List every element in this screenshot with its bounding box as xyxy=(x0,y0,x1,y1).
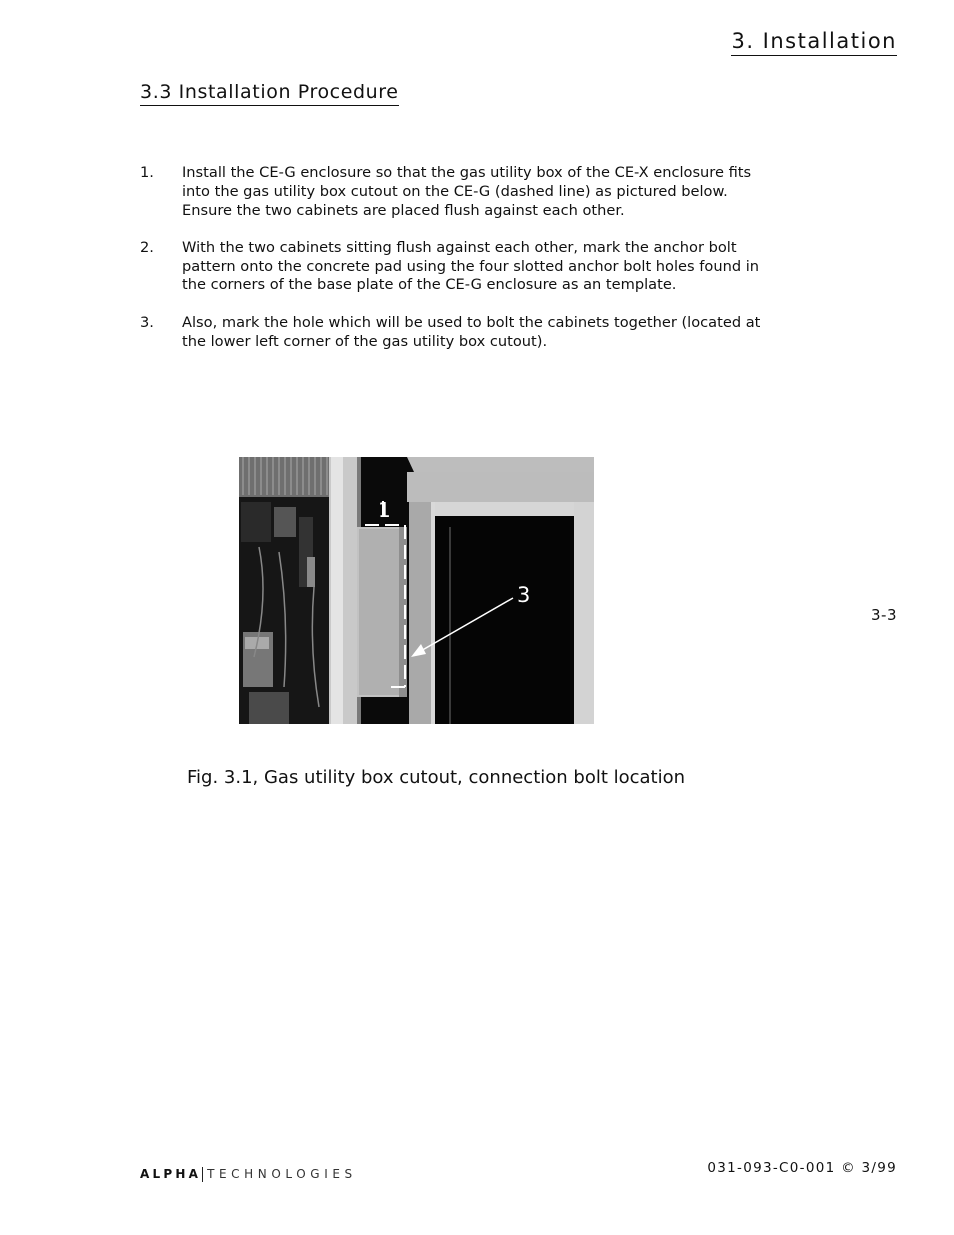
enclosure-photo xyxy=(239,457,594,724)
document-id: 031-093-C0-001 © 3/99 xyxy=(707,1160,897,1176)
step-number: 3. xyxy=(140,313,154,331)
logo-alpha: ALPHA xyxy=(140,1167,202,1181)
logo-technologies: TECHNOLOGIES xyxy=(207,1167,357,1181)
chapter-title: 3. Installation xyxy=(731,28,897,56)
callout-label-3: 3 xyxy=(517,583,531,607)
step-number: 2. xyxy=(140,238,154,256)
company-logo xyxy=(140,1166,357,1182)
step-number: 1. xyxy=(140,164,154,181)
step-text: Install the CE-G enclosure so that the gas utility box of the CE-X enclosure fits into the gas utility box cutout on the CE-G (dashed line) as pictured below. Ensure the two cabinets are placed flush against each other. xyxy=(182,164,752,219)
procedure-steps xyxy=(140,164,780,370)
step-text: With the two cabinets sitting flush against each other, mark the anchor bolt pattern onto the concrete pad using the four slotted anchor bolt holes found in the corners of the base plate of the CE-G enclosure as an template. xyxy=(182,238,760,294)
callout-label-1: 1 xyxy=(378,498,391,522)
step-item xyxy=(140,239,780,295)
section-title: 3.3 Installation Procedure xyxy=(140,80,399,106)
step-item xyxy=(140,314,780,352)
step-text: Also, mark the hole which will be used to bolt the cabinets together (located at the lower left corner of the gas utility box cutout). xyxy=(182,313,761,350)
figure-caption: Fig. 3.1, Gas utility box cutout, connection bolt location xyxy=(187,767,686,788)
logo-divider xyxy=(202,1167,203,1182)
step-item xyxy=(140,164,780,220)
page-number: 3-3 xyxy=(871,606,897,624)
